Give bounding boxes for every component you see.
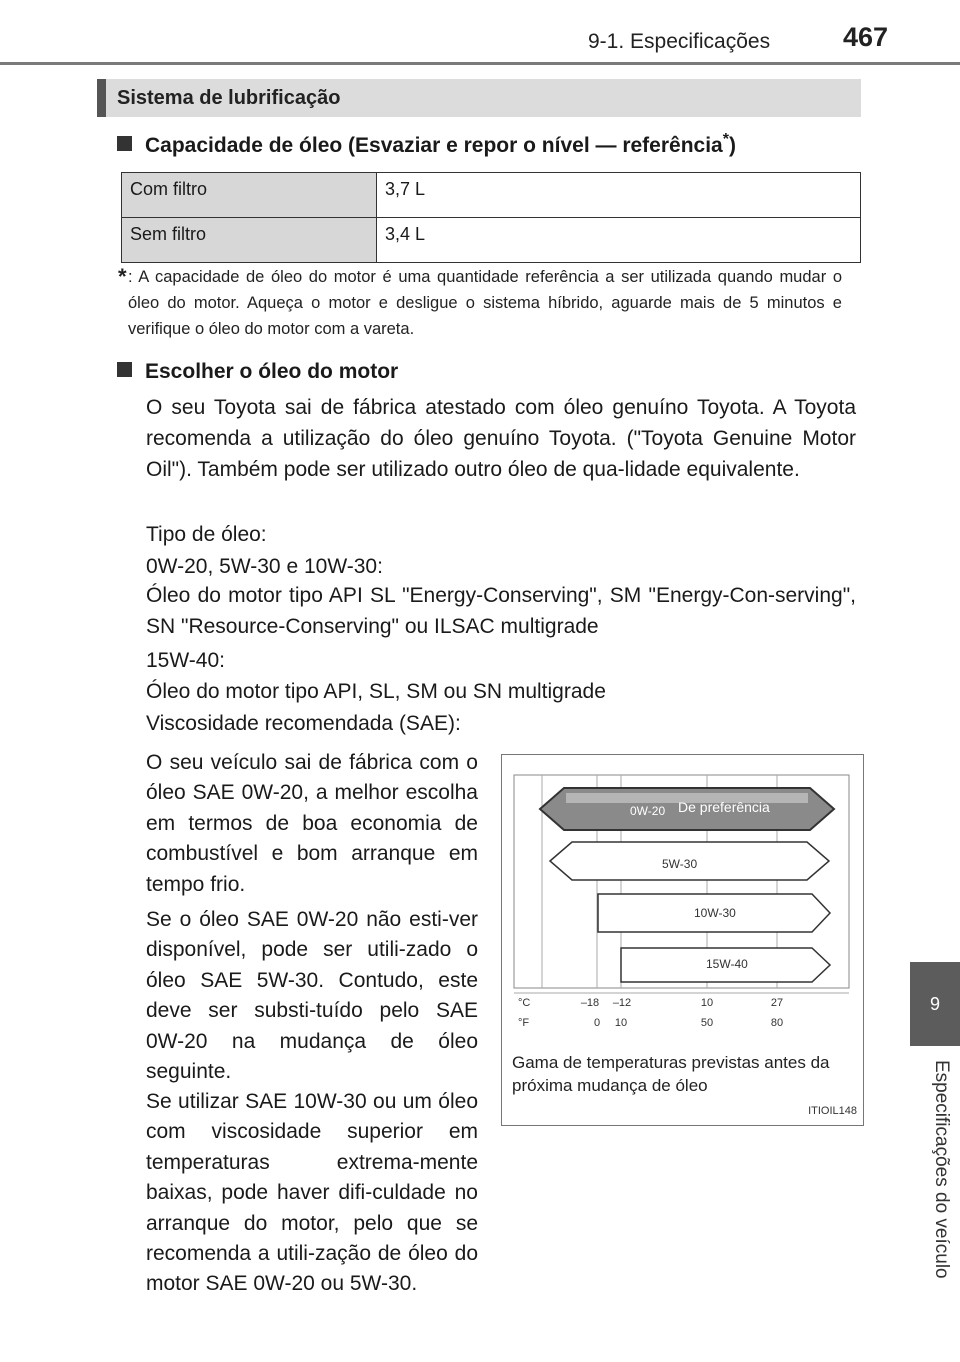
table-row [122,173,861,218]
intro-paragraph: O seu Toyota sai de fábrica atestado com óleo genuíno Toyota. A Toyota recomenda a utilização do óleo genuíno Toyota. ("Toyota Genuine Motor Oil"). Também pode ser utilizado outro óleo de qua-lidade equivalente. [146,396,856,481]
capacity-footnote [118,264,858,338]
grade-0w20-label: 0W-20 [630,804,666,818]
header-rule [0,62,960,65]
alternative-oil-paragraph: Se o óleo SAE 0W-20 não esti-ver disponível, pode ser utili-zado o óleo SAE 5W-30. Contudo, este deve ser substi-tuído pelo SAE 0W-20 na mudança de óleo seguinte. [146,908,478,1084]
table-cell: 3,4 L [377,218,861,263]
cold-start-paragraph: Se utilizar SAE 10W-30 ou um óleo com viscosidade superior em temperaturas extrema-mente baixas, pode haver difi-culdade no arranque do motor, pelo que se recomenda a utili-zação de óleo do motor SAE 0W-20 ou 5W-30. [146,1090,478,1296]
grade-0w20-tag: De preferência [678,799,770,815]
bullet-square-icon [117,136,132,151]
chapter-tab[interactable]: 9 [910,962,960,1046]
viscosity-figure [501,754,864,1126]
tick-f-0: 0 [593,1017,601,1029]
choose-oil-heading: Escolher o óleo do motor [117,360,398,384]
section-accent [97,79,106,117]
table-cell: Sem filtro [122,218,377,263]
footnote-text: : A capacidade de óleo do motor é uma quantidade referência a ser utilizada quando mudar o óleo do motor. Aqueça o motor e desligue o sistema híbrido, aguarde mais de 5 minutos e verifique o óleo do motor com a vareta. [128,268,842,338]
factory-oil-paragraph: O seu veículo sai de fábrica com o óleo SAE 0W-20, a melhor escolha em termos de boa economia de combustível e bom arranque em tempo frio. [146,751,478,896]
tick-f-1: 10 [614,1017,628,1029]
capacity-heading: Capacidade de óleo (Esvaziar e repor o nível — referência*) [117,131,736,158]
tick-c-3: 27 [770,997,784,1009]
tick-f-2: 50 [700,1017,714,1029]
unit-fahrenheit: °F [518,1017,530,1029]
figure-code: ITIOIL148 [808,1105,857,1117]
oil-type-label: Tipo de óleo: [146,523,267,546]
section-title: Sistema de lubrificação [117,87,341,109]
grade-15w40-label: 15W-40 [706,957,748,971]
table-row [122,218,861,263]
grade-5w30-label: 5W-30 [662,857,698,871]
grade-0w20-title: 0W-20, 5W-30 e 10W-30: [146,555,383,578]
section-title-bar [97,79,861,117]
page-number: 467 [843,22,889,52]
viscosity-label: Viscosidade recomendada (SAE): [146,712,461,735]
figure-caption: Gama de temperaturas previstas antes da próxima mudança de óleo [512,1053,830,1095]
tick-c-1: –12 [612,997,632,1009]
table-cell: 3,7 L [377,173,861,218]
grade-15w40-title: 15W-40: [146,649,225,672]
tick-c-0: –18 [580,997,600,1009]
table-cell: Com filtro [122,173,377,218]
bullet-square-icon [117,362,132,377]
grade-15w40-desc: Óleo do motor tipo API, SL, SM ou SN multigrade [146,680,606,703]
grade-0w20-desc: Óleo do motor tipo API SL "Energy-Conserving", SM "Energy-Con-serving", SN "Resource-Conserving" ou ILSAC multigrade [146,584,856,638]
tick-c-2: 10 [700,997,714,1009]
chapter-label: Especificações do veículo [931,1060,952,1279]
tick-f-3: 80 [770,1017,784,1029]
grade-10w30-label: 10W-30 [694,906,736,920]
capacity-table [121,172,861,263]
unit-celsius: °C [518,997,531,1009]
section-label: 9-1. Especificações [588,30,771,53]
footnote-star: * [118,264,127,289]
